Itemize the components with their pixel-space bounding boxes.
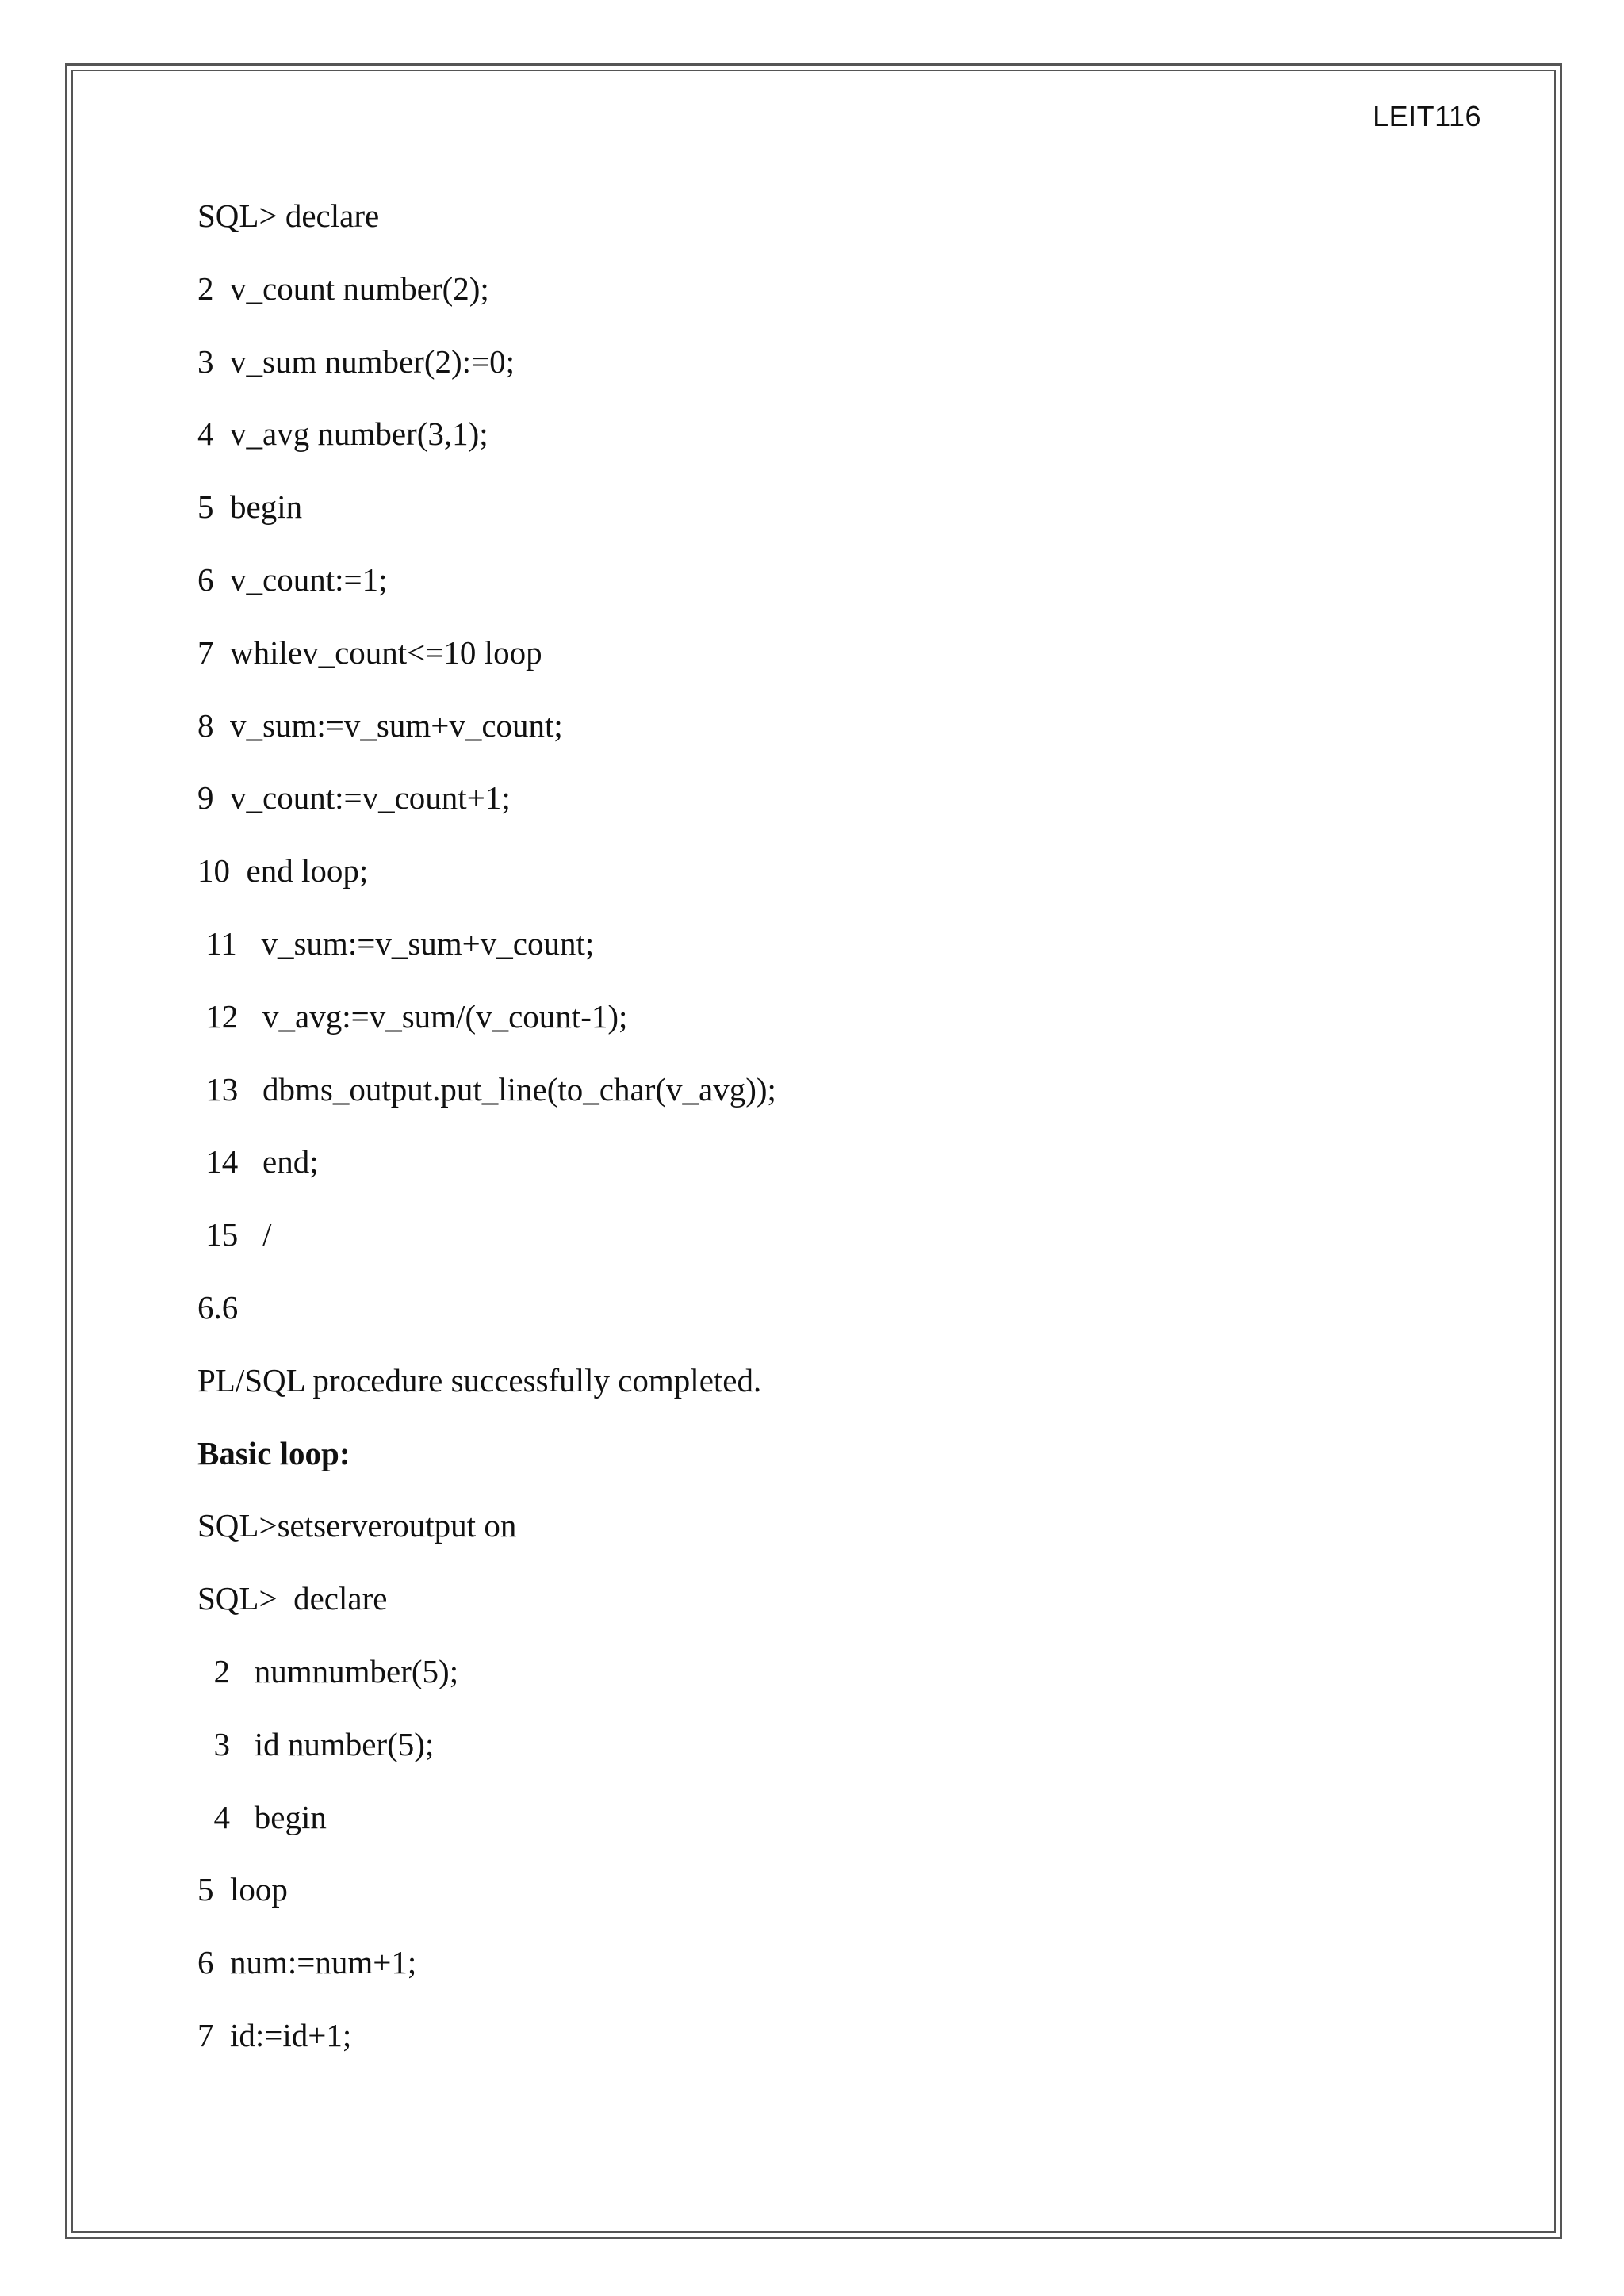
code-line: 14 end; xyxy=(197,1143,319,1181)
code-line: 15 / xyxy=(197,1216,272,1253)
code-line: 7 id:=id+1; xyxy=(197,2016,352,2053)
code-line: 6 v_count:=1; xyxy=(197,561,388,598)
code-line: 10 end loop; xyxy=(197,852,369,890)
code-line: 12 v_avg:=v_sum/(v_count-1); xyxy=(197,997,628,1035)
code-line: 5 loop xyxy=(197,1871,288,1908)
output-value: 6.6 xyxy=(197,1288,239,1326)
course-code: LEIT116 xyxy=(1373,100,1481,132)
code-line: 4 begin xyxy=(197,1798,327,1835)
code-line: 6 num:=num+1; xyxy=(197,1944,417,1981)
code-line: 8 v_sum:=v_sum+v_count; xyxy=(197,706,563,744)
code-line: 7 whilev_count<=10 loop xyxy=(197,633,542,671)
code-listing xyxy=(197,190,1466,2083)
code-line: 9 v_count:=v_count+1; xyxy=(197,779,511,817)
code-line: 2 numnumber(5); xyxy=(197,1652,459,1689)
code-line: 2 v_count number(2); xyxy=(197,270,489,307)
output-message: PL/SQL procedure successfully completed. xyxy=(197,1361,762,1399)
code-line: SQL> declare xyxy=(197,197,380,234)
code-line: SQL>setserveroutput on xyxy=(197,1507,517,1544)
code-line: 3 id number(5); xyxy=(197,1725,435,1762)
code-line: 4 v_avg number(3,1); xyxy=(197,415,488,453)
code-line: SQL> declare xyxy=(197,1580,388,1617)
code-line: 13 dbms_output.put_line(to_char(v_avg)); xyxy=(197,1070,776,1108)
code-line: 3 v_sum number(2):=0; xyxy=(197,342,515,380)
code-line: 11 v_sum:=v_sum+v_count; xyxy=(197,924,595,962)
code-line: 5 begin xyxy=(197,488,303,526)
section-heading: Basic loop: xyxy=(197,1434,350,1471)
